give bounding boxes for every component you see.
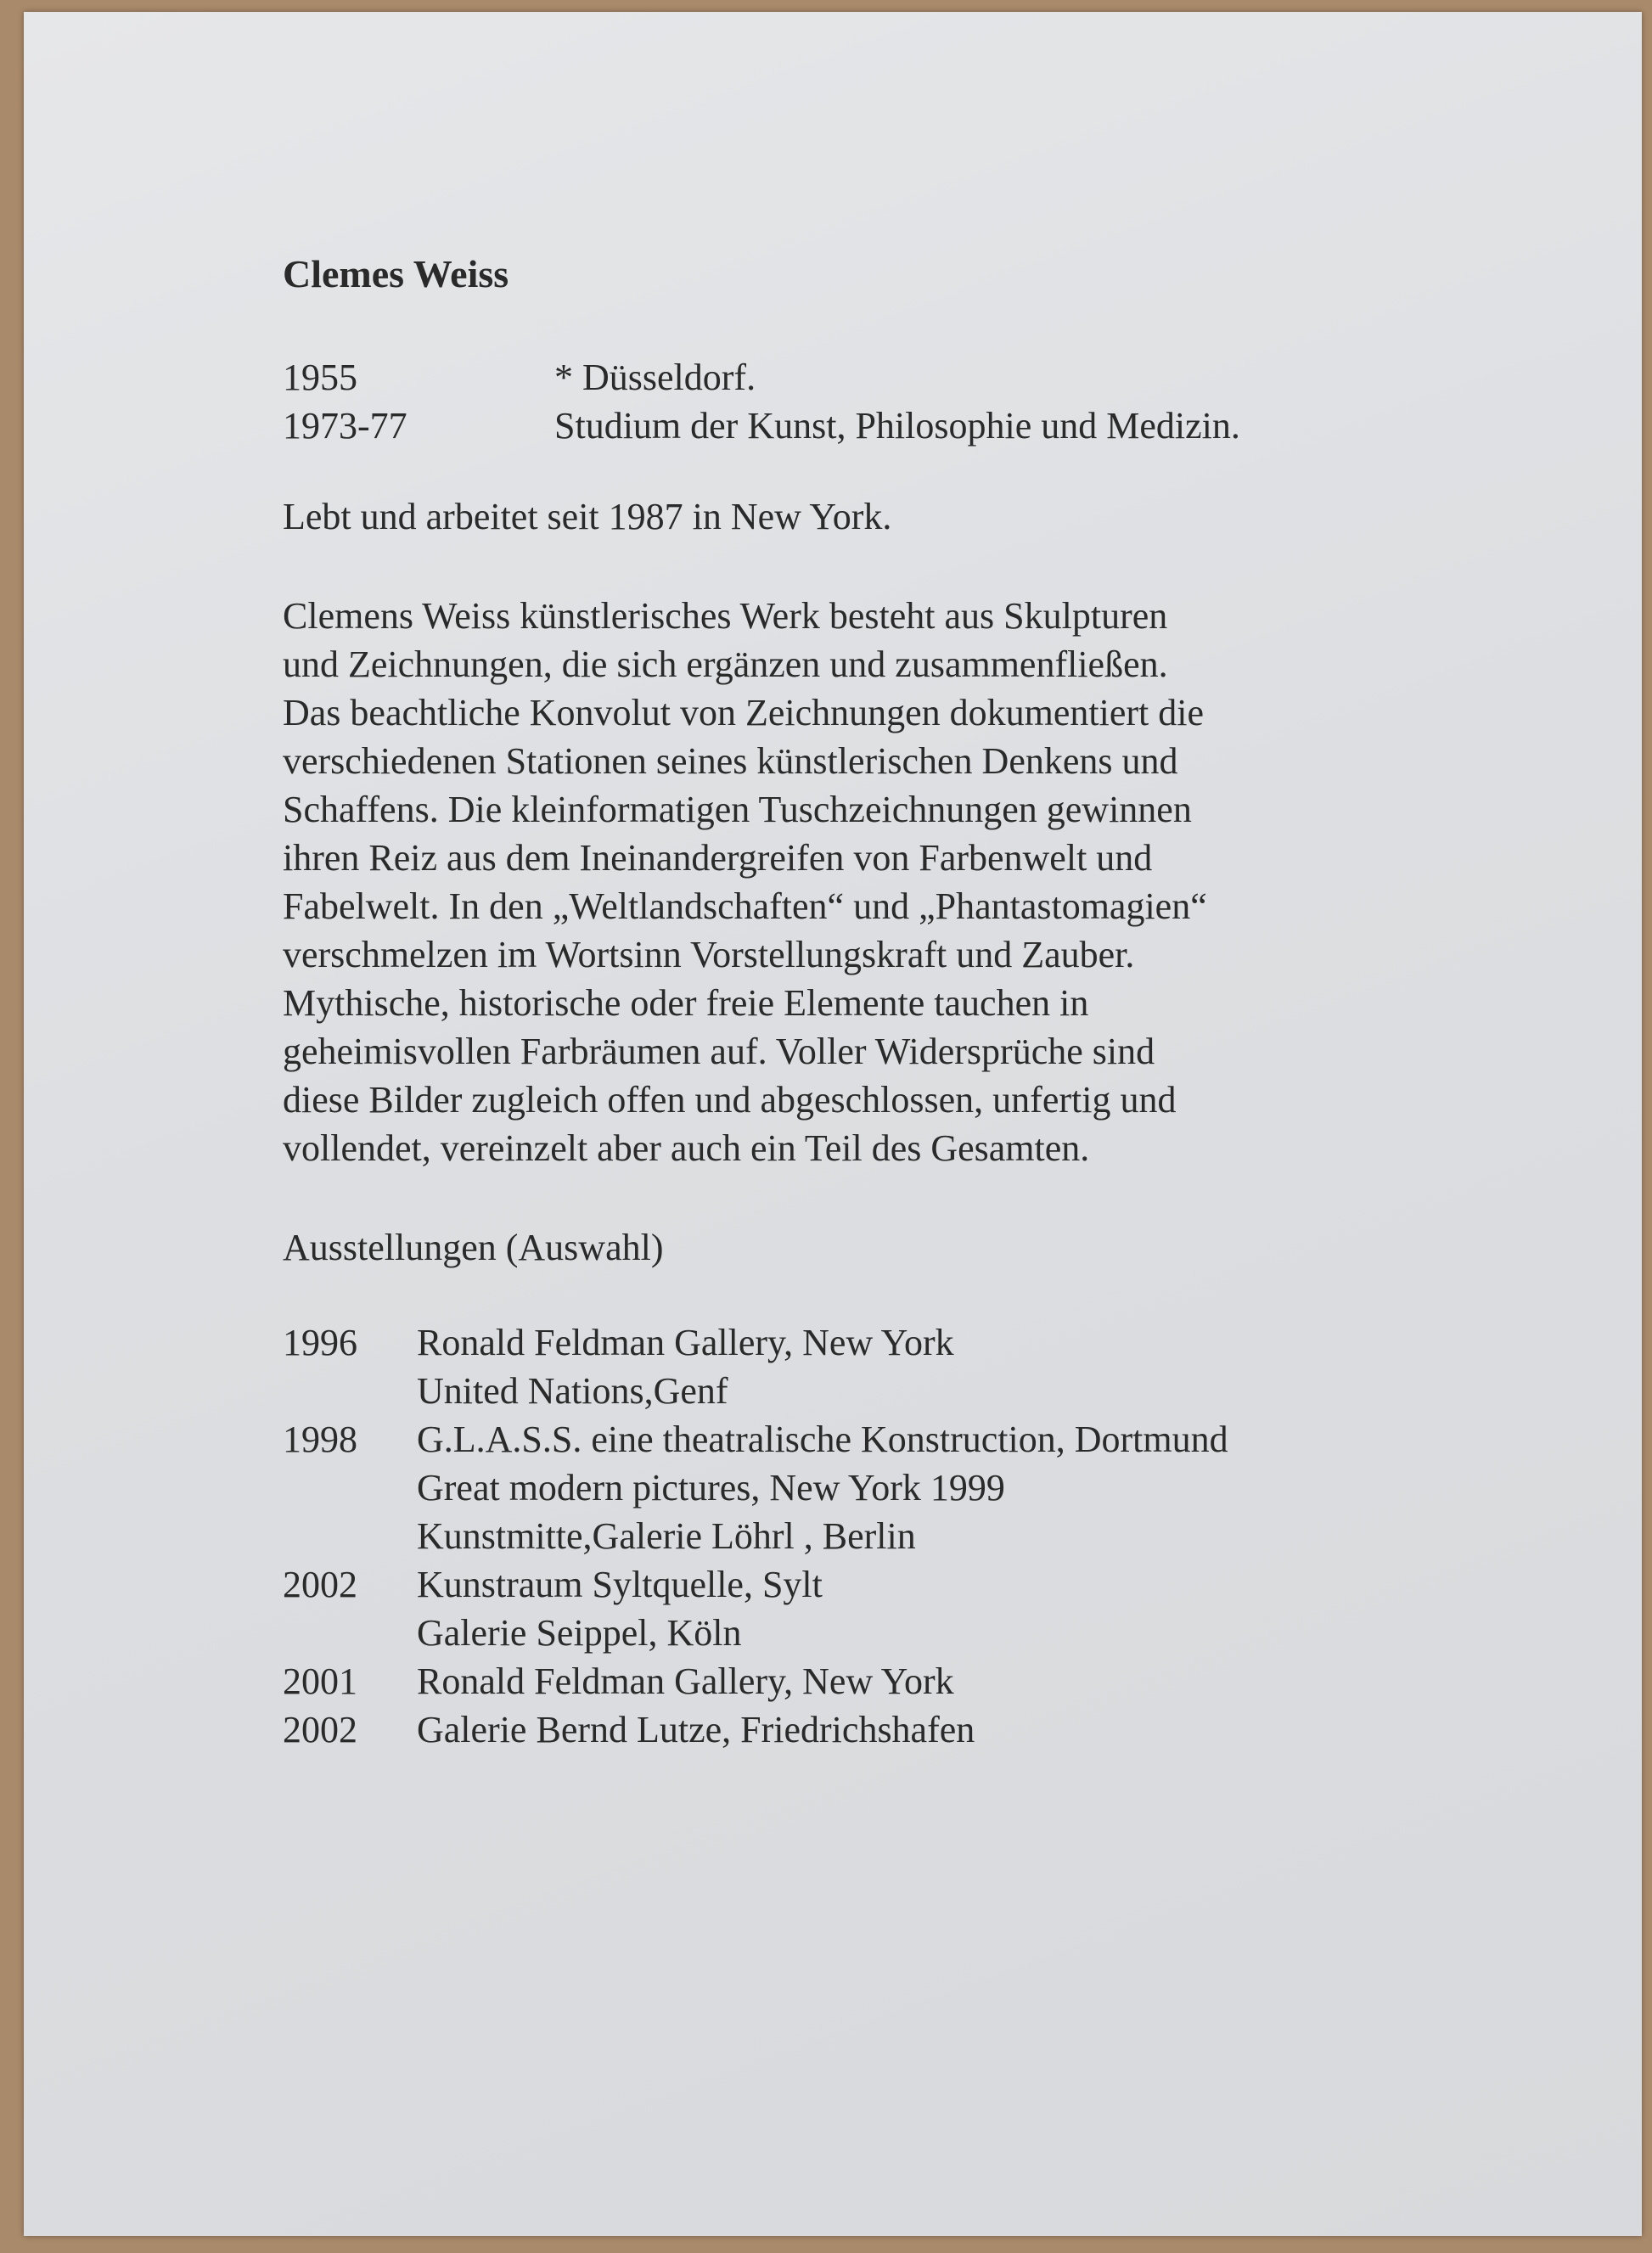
paper-sheet — [24, 12, 1642, 2236]
exhibition-year: 2002 — [283, 1709, 357, 1750]
exhibition-year — [283, 1609, 417, 1657]
exhibition-year — [283, 1464, 417, 1512]
exhibition-text: Great modern pictures, New York 1999 — [417, 1467, 1005, 1509]
description-line: verschiedenen Stationen seines künstlerischen Denkens und — [283, 740, 1178, 782]
exhibition-row — [283, 1367, 1420, 1415]
bio-year: 1973-77 — [283, 405, 407, 447]
exhibition-text: Galerie Seippel, Köln — [417, 1612, 742, 1654]
document-body — [283, 250, 1420, 1754]
exhibition-row — [283, 1512, 1420, 1560]
exhibition-year: 1996 — [283, 1322, 357, 1363]
exhibition-row — [283, 1657, 1420, 1705]
exhibition-text: Ronald Feldman Gallery, New York — [417, 1322, 954, 1363]
exhibition-text: Ronald Feldman Gallery, New York — [417, 1660, 954, 1702]
bio-section — [283, 353, 1420, 450]
description-paragraph — [283, 592, 1420, 1172]
bio-year: 1955 — [283, 357, 357, 398]
exhibition-year: 2001 — [283, 1660, 357, 1702]
exhibition-text: Kunstmitte,Galerie Löhrl , Berlin — [417, 1515, 916, 1557]
exhibitions-list — [283, 1318, 1420, 1754]
description-line: ihren Reiz aus dem Ineinandergreifen von Farbenwelt und — [283, 837, 1153, 879]
exhibition-year: 1998 — [283, 1419, 357, 1460]
residence-line: Lebt und arbeitet seit 1987 in New York. — [283, 496, 892, 537]
exhibition-row — [283, 1560, 1420, 1609]
exhibitions-heading: Ausstellungen (Auswahl) — [283, 1227, 664, 1268]
exhibition-text: G.L.A.S.S. eine theatralische Konstruction, Dortmund — [417, 1419, 1228, 1460]
description-line: und Zeichnungen, die sich ergänzen und zusammenfließen. — [283, 643, 1168, 685]
description-line: verschmelzen im Wortsinn Vorstellungskraft und Zauber. — [283, 934, 1135, 975]
document-title: Clemes Weiss — [283, 252, 509, 295]
exhibition-text: United Nations,Genf — [417, 1370, 728, 1412]
description-line: geheimisvollen Farbräumen auf. Voller Widersprüche sind — [283, 1031, 1155, 1072]
description-line: Das beachtliche Konvolut von Zeichnungen dokumentiert die — [283, 692, 1205, 733]
exhibition-text: Galerie Bernd Lutze, Friedrichshafen — [417, 1709, 975, 1750]
bio-text: Studium der Kunst, Philosophie und Medizin. — [554, 405, 1240, 447]
exhibition-year — [283, 1367, 417, 1415]
description-line: Mythische, historische oder freie Elemente tauchen in — [283, 982, 1089, 1024]
bio-text: * Düsseldorf. — [554, 357, 756, 398]
exhibition-year: 2002 — [283, 1564, 357, 1605]
description-line: Clemens Weiss künstlerisches Werk besteht aus Skulpturen — [283, 595, 1168, 637]
description-line: Fabelwelt. In den „Weltlandschaften“ und „Phantastomagien“ — [283, 885, 1207, 927]
exhibition-row — [283, 1609, 1420, 1657]
exhibition-row — [283, 1415, 1420, 1464]
description-line: Schaffens. Die kleinformatigen Tuschzeichnungen gewinnen — [283, 789, 1192, 830]
exhibition-year — [283, 1512, 417, 1560]
description-line: vollendet, vereinzelt aber auch ein Teil des Gesamten. — [283, 1127, 1090, 1169]
description-line: diese Bilder zugleich offen und abgeschlossen, unfertig und — [283, 1079, 1177, 1121]
bio-row — [283, 353, 1420, 402]
bio-row — [283, 402, 1420, 450]
exhibition-row — [283, 1464, 1420, 1512]
exhibition-text: Kunstraum Syltquelle, Sylt — [417, 1564, 823, 1605]
exhibition-row — [283, 1318, 1420, 1367]
exhibition-row — [283, 1705, 1420, 1754]
